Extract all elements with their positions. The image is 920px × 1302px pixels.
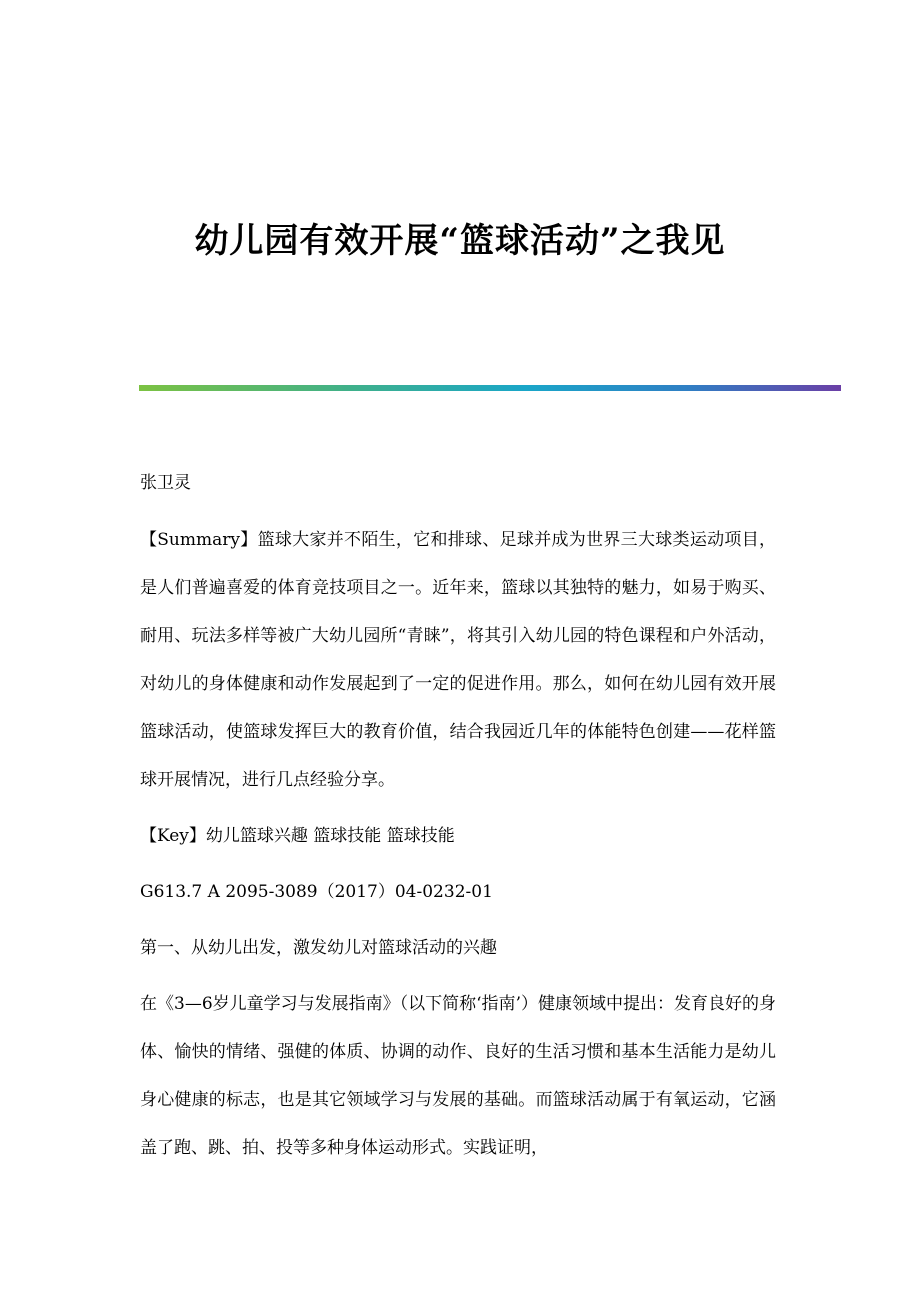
section-heading: 第一、从幼儿出发，激发幼儿对篮球活动的兴趣 [140,938,497,958]
title-divider-rule [139,385,841,391]
author-name: 张卫灵 [140,473,191,493]
classification-line: G613.7 A 2095-3089（2017）04-0232-01 [140,882,493,902]
keywords-line: 【Key】幼儿篮球兴趣 篮球技能 篮球技能 [140,826,455,846]
summary-paragraph: 【Summary】篮球大家并不陌生，它和排球、足球并成为世界三大球类运动项目，是人们普遍喜爱的体育竞技项目之一。近年来，篮球以其独特的魅力，如易于购买、耐用、玩法多样等被广大幼儿园所“青睐”，将其引入幼儿园的特色课程和户外活动，对幼儿的身体健康和动作发展起到了一定的促进作用。那么，如何在幼儿园有效开展篮球活动，使篮球发挥巨大的教育价值，结合我园近几年的体能特色创建——花样篮球开展情况，进行几点经验分享。 [140,530,776,790]
body-paragraph: 在《3—6岁儿童学习与发展指南》（以下简称‘指南’）健康领域中提出：发育良好的身体、愉快的情绪、强健的体质、协调的动作、良好的生活习惯和基本生活能力是幼儿身心健康的标志，也是其它领域学习与发展的基础。而篮球活动属于有氧运动，它涵盖了跑、跳、拍、投等多种身体运动形式。实践证明， [140,994,776,1158]
document-title: 幼儿园有效开展“篮球活动”之我见 [194,221,726,261]
